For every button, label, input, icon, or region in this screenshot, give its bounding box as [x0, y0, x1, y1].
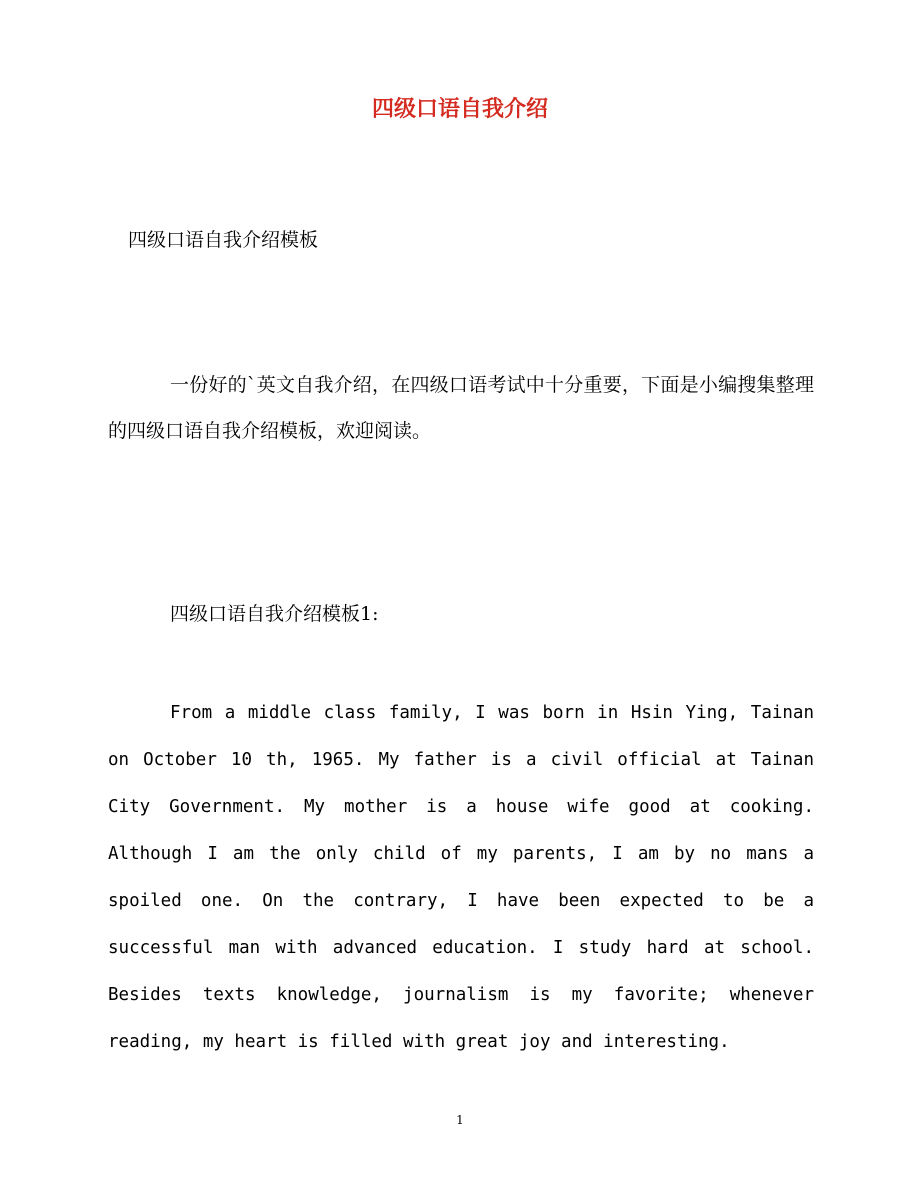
document-subtitle: 四级口语自我介绍模板 [128, 229, 319, 251]
section-heading: 四级口语自我介绍模板1: [170, 603, 379, 625]
body-paragraph: From a middle class family, I was born in Hsin Ying, Tainan on October 10 th, 1965. My father is a civil official at Tainan City Government. My mother is a house wife good at cooking. Although I am the only child of my parents, I am by no mans a spoiled one. On the contrary, I have been expected to be a successful man with advanced education. I study hard at school. Besides texts knowledge, journalism is my favorite; whenever reading, my heart is filled with great joy and interesting. [108, 703, 814, 1052]
page-number: 1 [456, 1113, 464, 1127]
document-title: 四级口语自我介绍 [371, 96, 548, 122]
intro-paragraph: 一份好的`英文自我介绍，在四级口语考试中十分重要，下面是小编搜集整理的四级口语自我介绍模板，欢迎阅读。 [108, 374, 814, 442]
